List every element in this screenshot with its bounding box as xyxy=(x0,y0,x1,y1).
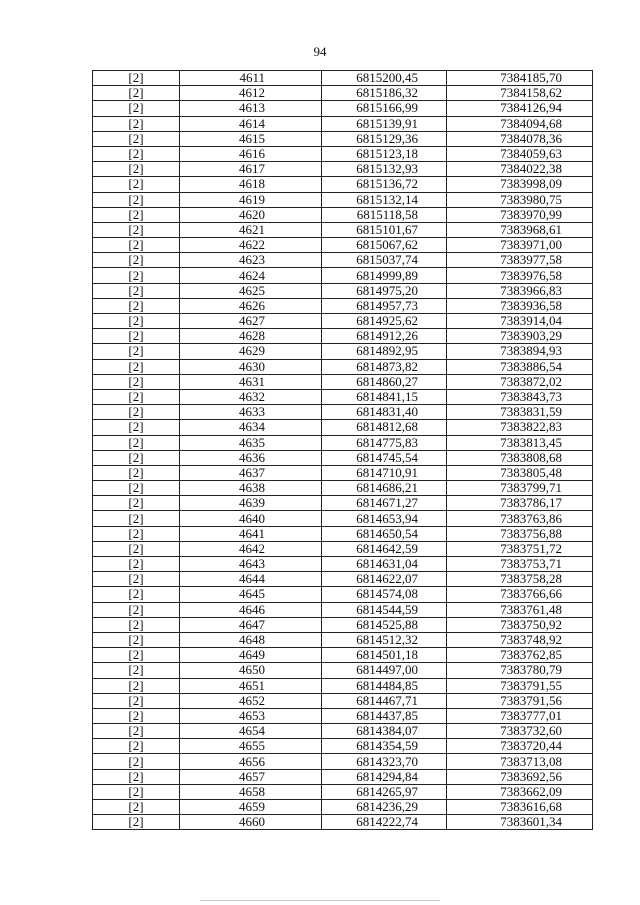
point-number-cell: 4652 xyxy=(180,693,322,708)
x-coordinate-cell: 6814812,68 xyxy=(322,420,447,435)
source-ref-cell: [2] xyxy=(93,314,180,329)
table-row xyxy=(93,389,593,404)
source-ref-cell: [2] xyxy=(93,420,180,435)
point-number-cell: 4642 xyxy=(180,541,322,556)
coordinates-table-body xyxy=(93,71,593,830)
table-row xyxy=(93,632,593,647)
table-row xyxy=(93,572,593,587)
y-coordinate-cell: 7383936,58 xyxy=(447,298,593,313)
table-row xyxy=(93,815,593,830)
x-coordinate-cell: 6814999,89 xyxy=(322,268,447,283)
x-coordinate-cell: 6815139,91 xyxy=(322,116,447,131)
table-row xyxy=(93,511,593,526)
y-coordinate-cell: 7384158,62 xyxy=(447,86,593,101)
point-number-cell: 4632 xyxy=(180,389,322,404)
y-coordinate-cell: 7383970,99 xyxy=(447,207,593,222)
x-coordinate-cell: 6814975,20 xyxy=(322,283,447,298)
point-number-cell: 4623 xyxy=(180,253,322,268)
table-row xyxy=(93,359,593,374)
point-number-cell: 4650 xyxy=(180,663,322,678)
source-ref-cell: [2] xyxy=(93,238,180,253)
source-ref-cell: [2] xyxy=(93,359,180,374)
y-coordinate-cell: 7383720,44 xyxy=(447,739,593,754)
table-row xyxy=(93,344,593,359)
point-number-cell: 4635 xyxy=(180,435,322,450)
source-ref-cell: [2] xyxy=(93,86,180,101)
table-row xyxy=(93,678,593,693)
point-number-cell: 4611 xyxy=(180,71,322,86)
table-row xyxy=(93,663,593,678)
source-ref-cell: [2] xyxy=(93,769,180,784)
table-row xyxy=(93,162,593,177)
source-ref-cell: [2] xyxy=(93,724,180,739)
x-coordinate-cell: 6814574,08 xyxy=(322,587,447,602)
point-number-cell: 4641 xyxy=(180,526,322,541)
y-coordinate-cell: 7383758,28 xyxy=(447,572,593,587)
footer-divider xyxy=(200,900,440,901)
point-number-cell: 4622 xyxy=(180,238,322,253)
point-number-cell: 4660 xyxy=(180,815,322,830)
y-coordinate-cell: 7383998,09 xyxy=(447,177,593,192)
source-ref-cell: [2] xyxy=(93,648,180,663)
x-coordinate-cell: 6814957,73 xyxy=(322,298,447,313)
point-number-cell: 4630 xyxy=(180,359,322,374)
source-ref-cell: [2] xyxy=(93,435,180,450)
x-coordinate-cell: 6814354,59 xyxy=(322,739,447,754)
table-row xyxy=(93,708,593,723)
x-coordinate-cell: 6814294,84 xyxy=(322,769,447,784)
point-number-cell: 4639 xyxy=(180,496,322,511)
y-coordinate-cell: 7383756,88 xyxy=(447,526,593,541)
source-ref-cell: [2] xyxy=(93,268,180,283)
source-ref-cell: [2] xyxy=(93,815,180,830)
y-coordinate-cell: 7383894,93 xyxy=(447,344,593,359)
point-number-cell: 4612 xyxy=(180,86,322,101)
x-coordinate-cell: 6814384,07 xyxy=(322,724,447,739)
y-coordinate-cell: 7383976,58 xyxy=(447,268,593,283)
y-coordinate-cell: 7383751,72 xyxy=(447,541,593,556)
y-coordinate-cell: 7383662,09 xyxy=(447,784,593,799)
point-number-cell: 4653 xyxy=(180,708,322,723)
y-coordinate-cell: 7383843,73 xyxy=(447,389,593,404)
x-coordinate-cell: 6815186,32 xyxy=(322,86,447,101)
source-ref-cell: [2] xyxy=(93,632,180,647)
table-row xyxy=(93,617,593,632)
x-coordinate-cell: 6814484,85 xyxy=(322,678,447,693)
point-number-cell: 4636 xyxy=(180,450,322,465)
source-ref-cell: [2] xyxy=(93,496,180,511)
x-coordinate-cell: 6815129,36 xyxy=(322,131,447,146)
table-row xyxy=(93,374,593,389)
point-number-cell: 4648 xyxy=(180,632,322,647)
x-coordinate-cell: 6814892,95 xyxy=(322,344,447,359)
x-coordinate-cell: 6815200,45 xyxy=(322,71,447,86)
source-ref-cell: [2] xyxy=(93,481,180,496)
source-ref-cell: [2] xyxy=(93,146,180,161)
source-ref-cell: [2] xyxy=(93,222,180,237)
y-coordinate-cell: 7383692,56 xyxy=(447,769,593,784)
y-coordinate-cell: 7383791,55 xyxy=(447,678,593,693)
point-number-cell: 4617 xyxy=(180,162,322,177)
source-ref-cell: [2] xyxy=(93,192,180,207)
y-coordinate-cell: 7383616,68 xyxy=(447,800,593,815)
table-row xyxy=(93,283,593,298)
point-number-cell: 4656 xyxy=(180,754,322,769)
table-row xyxy=(93,724,593,739)
x-coordinate-cell: 6814873,82 xyxy=(322,359,447,374)
source-ref-cell: [2] xyxy=(93,617,180,632)
table-row xyxy=(93,298,593,313)
y-coordinate-cell: 7383786,17 xyxy=(447,496,593,511)
x-coordinate-cell: 6814467,71 xyxy=(322,693,447,708)
y-coordinate-cell: 7383831,59 xyxy=(447,405,593,420)
x-coordinate-cell: 6814544,59 xyxy=(322,602,447,617)
table-row xyxy=(93,496,593,511)
table-row xyxy=(93,222,593,237)
x-coordinate-cell: 6814222,74 xyxy=(322,815,447,830)
page-number: 94 xyxy=(313,44,327,59)
point-number-cell: 4614 xyxy=(180,116,322,131)
x-coordinate-cell: 6815067,62 xyxy=(322,238,447,253)
x-coordinate-cell: 6814775,83 xyxy=(322,435,447,450)
table-row xyxy=(93,238,593,253)
y-coordinate-cell: 7383750,92 xyxy=(447,617,593,632)
source-ref-cell: [2] xyxy=(93,177,180,192)
table-row xyxy=(93,754,593,769)
source-ref-cell: [2] xyxy=(93,526,180,541)
coordinates-table xyxy=(92,70,593,830)
y-coordinate-cell: 7383601,34 xyxy=(447,815,593,830)
source-ref-cell: [2] xyxy=(93,162,180,177)
point-number-cell: 4627 xyxy=(180,314,322,329)
y-coordinate-cell: 7383805,48 xyxy=(447,465,593,480)
table-row xyxy=(93,420,593,435)
source-ref-cell: [2] xyxy=(93,207,180,222)
y-coordinate-cell: 7383763,86 xyxy=(447,511,593,526)
y-coordinate-cell: 7383713,08 xyxy=(447,754,593,769)
point-number-cell: 4640 xyxy=(180,511,322,526)
source-ref-cell: [2] xyxy=(93,329,180,344)
x-coordinate-cell: 6814622,07 xyxy=(322,572,447,587)
table-row xyxy=(93,131,593,146)
point-number-cell: 4645 xyxy=(180,587,322,602)
x-coordinate-cell: 6814497,00 xyxy=(322,663,447,678)
x-coordinate-cell: 6814650,54 xyxy=(322,526,447,541)
point-number-cell: 4626 xyxy=(180,298,322,313)
table-row xyxy=(93,101,593,116)
table-row xyxy=(93,648,593,663)
x-coordinate-cell: 6814745,54 xyxy=(322,450,447,465)
y-coordinate-cell: 7383762,85 xyxy=(447,648,593,663)
x-coordinate-cell: 6814501,18 xyxy=(322,648,447,663)
source-ref-cell: [2] xyxy=(93,572,180,587)
x-coordinate-cell: 6814686,21 xyxy=(322,481,447,496)
table-row xyxy=(93,693,593,708)
point-number-cell: 4633 xyxy=(180,405,322,420)
point-number-cell: 4634 xyxy=(180,420,322,435)
source-ref-cell: [2] xyxy=(93,71,180,86)
table-row xyxy=(93,116,593,131)
point-number-cell: 4631 xyxy=(180,374,322,389)
point-number-cell: 4620 xyxy=(180,207,322,222)
point-number-cell: 4644 xyxy=(180,572,322,587)
point-number-cell: 4649 xyxy=(180,648,322,663)
y-coordinate-cell: 7383822,83 xyxy=(447,420,593,435)
point-number-cell: 4651 xyxy=(180,678,322,693)
x-coordinate-cell: 6815037,74 xyxy=(322,253,447,268)
source-ref-cell: [2] xyxy=(93,131,180,146)
y-coordinate-cell: 7383980,75 xyxy=(447,192,593,207)
point-number-cell: 4613 xyxy=(180,101,322,116)
table-row xyxy=(93,800,593,815)
y-coordinate-cell: 7383753,71 xyxy=(447,557,593,572)
source-ref-cell: [2] xyxy=(93,693,180,708)
y-coordinate-cell: 7383813,45 xyxy=(447,435,593,450)
table-row xyxy=(93,405,593,420)
x-coordinate-cell: 6814860,27 xyxy=(322,374,447,389)
source-ref-cell: [2] xyxy=(93,602,180,617)
y-coordinate-cell: 7384078,36 xyxy=(447,131,593,146)
source-ref-cell: [2] xyxy=(93,800,180,815)
point-number-cell: 4659 xyxy=(180,800,322,815)
x-coordinate-cell: 6814831,40 xyxy=(322,405,447,420)
x-coordinate-cell: 6814925,62 xyxy=(322,314,447,329)
table-row xyxy=(93,769,593,784)
y-coordinate-cell: 7384126,94 xyxy=(447,101,593,116)
y-coordinate-cell: 7383914,04 xyxy=(447,314,593,329)
y-coordinate-cell: 7384059,63 xyxy=(447,146,593,161)
table-row xyxy=(93,784,593,799)
y-coordinate-cell: 7383886,54 xyxy=(447,359,593,374)
x-coordinate-cell: 6815132,93 xyxy=(322,162,447,177)
x-coordinate-cell: 6814323,70 xyxy=(322,754,447,769)
point-number-cell: 4624 xyxy=(180,268,322,283)
x-coordinate-cell: 6814437,85 xyxy=(322,708,447,723)
table-row xyxy=(93,587,593,602)
point-number-cell: 4616 xyxy=(180,146,322,161)
x-coordinate-cell: 6814642,59 xyxy=(322,541,447,556)
table-row xyxy=(93,435,593,450)
y-coordinate-cell: 7383872,02 xyxy=(447,374,593,389)
y-coordinate-cell: 7384185,70 xyxy=(447,71,593,86)
y-coordinate-cell: 7383968,61 xyxy=(447,222,593,237)
source-ref-cell: [2] xyxy=(93,708,180,723)
table-row xyxy=(93,177,593,192)
point-number-cell: 4629 xyxy=(180,344,322,359)
point-number-cell: 4619 xyxy=(180,192,322,207)
y-coordinate-cell: 7383977,58 xyxy=(447,253,593,268)
y-coordinate-cell: 7383791,56 xyxy=(447,693,593,708)
source-ref-cell: [2] xyxy=(93,374,180,389)
table-row xyxy=(93,541,593,556)
y-coordinate-cell: 7383799,71 xyxy=(447,481,593,496)
source-ref-cell: [2] xyxy=(93,663,180,678)
point-number-cell: 4637 xyxy=(180,465,322,480)
y-coordinate-cell: 7383748,92 xyxy=(447,632,593,647)
x-coordinate-cell: 6815123,18 xyxy=(322,146,447,161)
point-number-cell: 4654 xyxy=(180,724,322,739)
x-coordinate-cell: 6814236,29 xyxy=(322,800,447,815)
table-row xyxy=(93,329,593,344)
y-coordinate-cell: 7383966,83 xyxy=(447,283,593,298)
point-number-cell: 4657 xyxy=(180,769,322,784)
x-coordinate-cell: 6814671,27 xyxy=(322,496,447,511)
y-coordinate-cell: 7383732,60 xyxy=(447,724,593,739)
y-coordinate-cell: 7383808,68 xyxy=(447,450,593,465)
table-row xyxy=(93,146,593,161)
x-coordinate-cell: 6815132,14 xyxy=(322,192,447,207)
x-coordinate-cell: 6814525,88 xyxy=(322,617,447,632)
x-coordinate-cell: 6815136,72 xyxy=(322,177,447,192)
table-row xyxy=(93,207,593,222)
x-coordinate-cell: 6814512,32 xyxy=(322,632,447,647)
x-coordinate-cell: 6814631,04 xyxy=(322,557,447,572)
source-ref-cell: [2] xyxy=(93,784,180,799)
y-coordinate-cell: 7383903,29 xyxy=(447,329,593,344)
table-row xyxy=(93,602,593,617)
source-ref-cell: [2] xyxy=(93,389,180,404)
source-ref-cell: [2] xyxy=(93,587,180,602)
source-ref-cell: [2] xyxy=(93,754,180,769)
point-number-cell: 4638 xyxy=(180,481,322,496)
x-coordinate-cell: 6814841,15 xyxy=(322,389,447,404)
table-row xyxy=(93,526,593,541)
point-number-cell: 4615 xyxy=(180,131,322,146)
point-number-cell: 4621 xyxy=(180,222,322,237)
x-coordinate-cell: 6814710,91 xyxy=(322,465,447,480)
x-coordinate-cell: 6815101,67 xyxy=(322,222,447,237)
table-row xyxy=(93,192,593,207)
source-ref-cell: [2] xyxy=(93,405,180,420)
y-coordinate-cell: 7383780,79 xyxy=(447,663,593,678)
point-number-cell: 4625 xyxy=(180,283,322,298)
table-row xyxy=(93,71,593,86)
source-ref-cell: [2] xyxy=(93,465,180,480)
point-number-cell: 4647 xyxy=(180,617,322,632)
source-ref-cell: [2] xyxy=(93,511,180,526)
point-number-cell: 4658 xyxy=(180,784,322,799)
table-row xyxy=(93,86,593,101)
table-row xyxy=(93,268,593,283)
table-row xyxy=(93,314,593,329)
x-coordinate-cell: 6814653,94 xyxy=(322,511,447,526)
y-coordinate-cell: 7383766,66 xyxy=(447,587,593,602)
x-coordinate-cell: 6815166,99 xyxy=(322,101,447,116)
y-coordinate-cell: 7383777,01 xyxy=(447,708,593,723)
point-number-cell: 4643 xyxy=(180,557,322,572)
source-ref-cell: [2] xyxy=(93,450,180,465)
x-coordinate-cell: 6814912,26 xyxy=(322,329,447,344)
table-row xyxy=(93,450,593,465)
source-ref-cell: [2] xyxy=(93,739,180,754)
source-ref-cell: [2] xyxy=(93,541,180,556)
source-ref-cell: [2] xyxy=(93,101,180,116)
table-row xyxy=(93,739,593,754)
table-row xyxy=(93,481,593,496)
table-row xyxy=(93,253,593,268)
point-number-cell: 4628 xyxy=(180,329,322,344)
point-number-cell: 4655 xyxy=(180,739,322,754)
source-ref-cell: [2] xyxy=(93,253,180,268)
point-number-cell: 4618 xyxy=(180,177,322,192)
y-coordinate-cell: 7384022,38 xyxy=(447,162,593,177)
source-ref-cell: [2] xyxy=(93,283,180,298)
source-ref-cell: [2] xyxy=(93,678,180,693)
source-ref-cell: [2] xyxy=(93,557,180,572)
y-coordinate-cell: 7383971,00 xyxy=(447,238,593,253)
y-coordinate-cell: 7384094,68 xyxy=(447,116,593,131)
source-ref-cell: [2] xyxy=(93,344,180,359)
point-number-cell: 4646 xyxy=(180,602,322,617)
y-coordinate-cell: 7383761,48 xyxy=(447,602,593,617)
source-ref-cell: [2] xyxy=(93,298,180,313)
source-ref-cell: [2] xyxy=(93,116,180,131)
x-coordinate-cell: 6814265,97 xyxy=(322,784,447,799)
x-coordinate-cell: 6815118,58 xyxy=(322,207,447,222)
table-row xyxy=(93,557,593,572)
table-row xyxy=(93,465,593,480)
